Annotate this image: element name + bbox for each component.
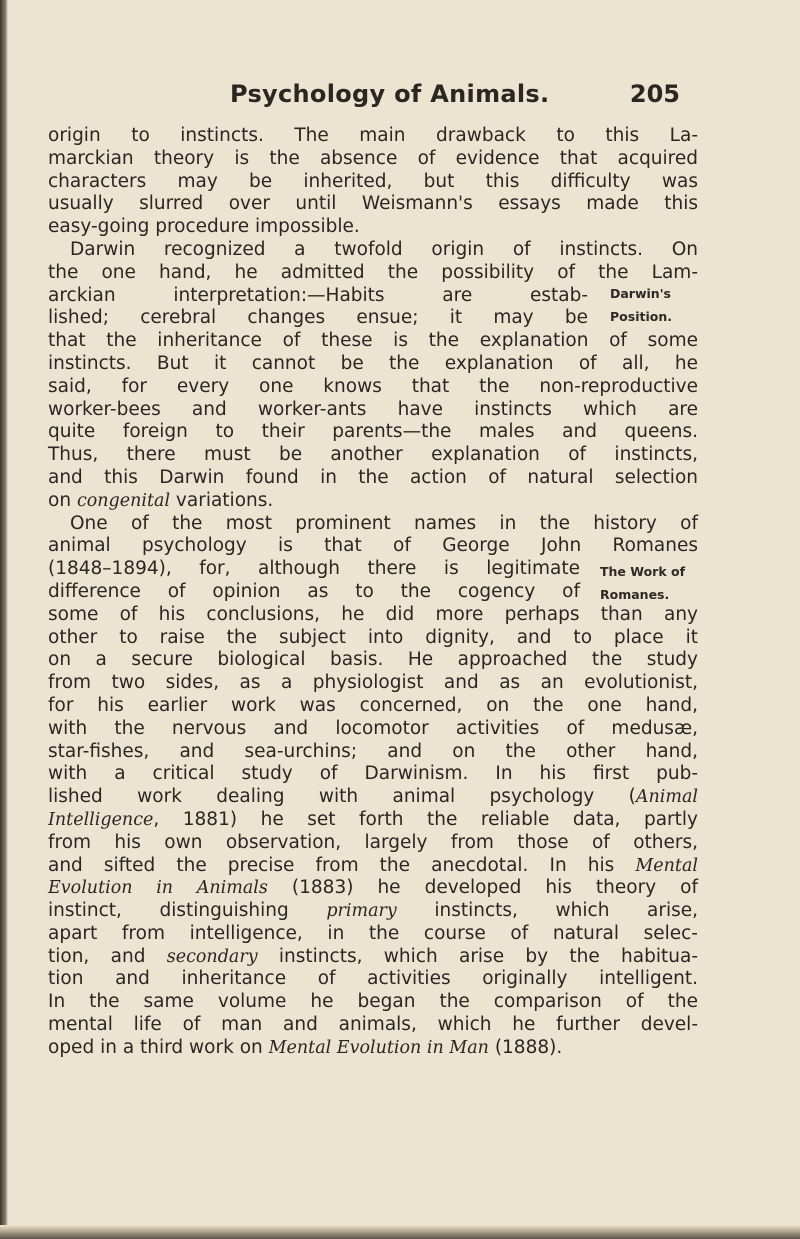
text-line: arckian interpretation:—Habits are estab- <box>48 284 588 306</box>
text-line: said, for every one knows that the non-reproductive <box>48 375 698 397</box>
italic-title: secondary <box>166 946 258 967</box>
text-line: that the inheritance of these is the explanation of some <box>48 330 698 352</box>
page-number: 205 <box>629 80 680 108</box>
text-line: from his own observation, largely from those of others, <box>48 831 698 853</box>
margin-note-romanes-line2: Romanes. <box>600 587 670 602</box>
margin-note-romanes-line1: The Work of <box>600 564 686 579</box>
text-line: instinct, distinguishing primary instincts, which arise, <box>48 900 698 922</box>
text-line: origin to instincts. The main drawback to this La- <box>48 125 698 146</box>
italic-title: Animal <box>635 787 698 808</box>
text-line: on a secure biological basis. He approached the study <box>48 649 698 671</box>
text-line: other to raise the subject into dignity, and to place it <box>48 626 698 648</box>
text-line: worker-bees and worker-ants have instincts which are <box>48 398 698 420</box>
text-line: and this Darwin found in the action of natural selection <box>48 466 698 488</box>
text-line: star-fishes, and sea-urchins; and on the other hand, <box>48 740 698 762</box>
text-line: apart from intelligence, in the course of natural selec- <box>48 922 698 944</box>
italic-title: congenital <box>76 490 171 511</box>
text-line: with a critical study of Darwinism. In his first pub- <box>48 763 698 785</box>
text-line: tion and inheritance of activities originally intelligent. <box>48 968 698 990</box>
text-line: Intelligence, 1881) he set forth the reliable data, partly <box>48 808 698 830</box>
text-line: usually slurred over until Weismann's essays made this <box>48 193 698 215</box>
text-line: Darwin recognized a twofold origin of instincts. On <box>70 238 698 260</box>
text-line: some of his conclusions, he did more perhaps than any <box>48 603 698 625</box>
text-line: lished; cerebral changes ensue; it may be <box>48 307 588 329</box>
text-line: quite foreign to their parents—the males and queens. <box>48 421 698 443</box>
page-header <box>220 80 680 114</box>
text-line: marckian theory is the absence of evidence that acquired <box>48 147 698 169</box>
book-spine-shadow <box>0 0 8 1239</box>
text-line: from two sides, as a physiologist and as an evolutionist, <box>48 672 698 694</box>
text-line: characters may be inherited, but this difficulty was <box>48 170 698 192</box>
margin-note-darwin-line2: Position. <box>610 309 672 324</box>
italic-title: Mental Evolution in Man <box>268 1037 489 1058</box>
running-title: Psychology of Animals. <box>230 80 550 108</box>
italic-title: primary <box>326 901 397 922</box>
text-line: In the same volume he began the comparison of the <box>48 991 698 1013</box>
italic-title: Intelligence <box>48 809 154 830</box>
text-line: animal psychology is that of George John Romanes <box>48 535 698 557</box>
text-line: Evolution in Animals (1883) he developed his theory of <box>48 877 698 899</box>
text-line: difference of opinion as to the cogency of <box>48 580 580 602</box>
text-line: the one hand, he admitted the possibility of the Lam- <box>48 261 698 283</box>
text-line: on congenital variations. <box>48 489 274 511</box>
text-line: lished work dealing with animal psychology (Animal <box>48 786 698 808</box>
text-line: mental life of man and animals, which he further devel- <box>48 1014 698 1036</box>
italic-title: Mental <box>635 855 698 876</box>
text-line: easy-going procedure impossible. <box>48 216 360 238</box>
margin-note-darwin-line1: Darwin's <box>610 286 671 301</box>
text-line: tion, and secondary instincts, which arise by the habitua- <box>48 945 698 967</box>
italic-title: Evolution in Animals <box>48 878 268 899</box>
text-line: (1848–1894), for, although there is legitimate <box>48 558 580 580</box>
text-line: instincts. But it cannot be the explanation of all, he <box>48 352 698 374</box>
text-line: with the nervous and locomotor activities of medusæ, <box>48 717 698 739</box>
text-line: Thus, there must be another explanation of instincts, <box>48 444 698 466</box>
text-line: oped in a third work on Mental Evolution in Man (1888). <box>48 1036 563 1058</box>
text-line: One of the most prominent names in the history of <box>70 512 698 534</box>
text-line: and sifted the precise from the anecdotal. In his Mental <box>48 854 698 876</box>
page-bottom-edge <box>0 1225 800 1239</box>
text-line: for his earlier work was concerned, on the one hand, <box>48 694 698 716</box>
